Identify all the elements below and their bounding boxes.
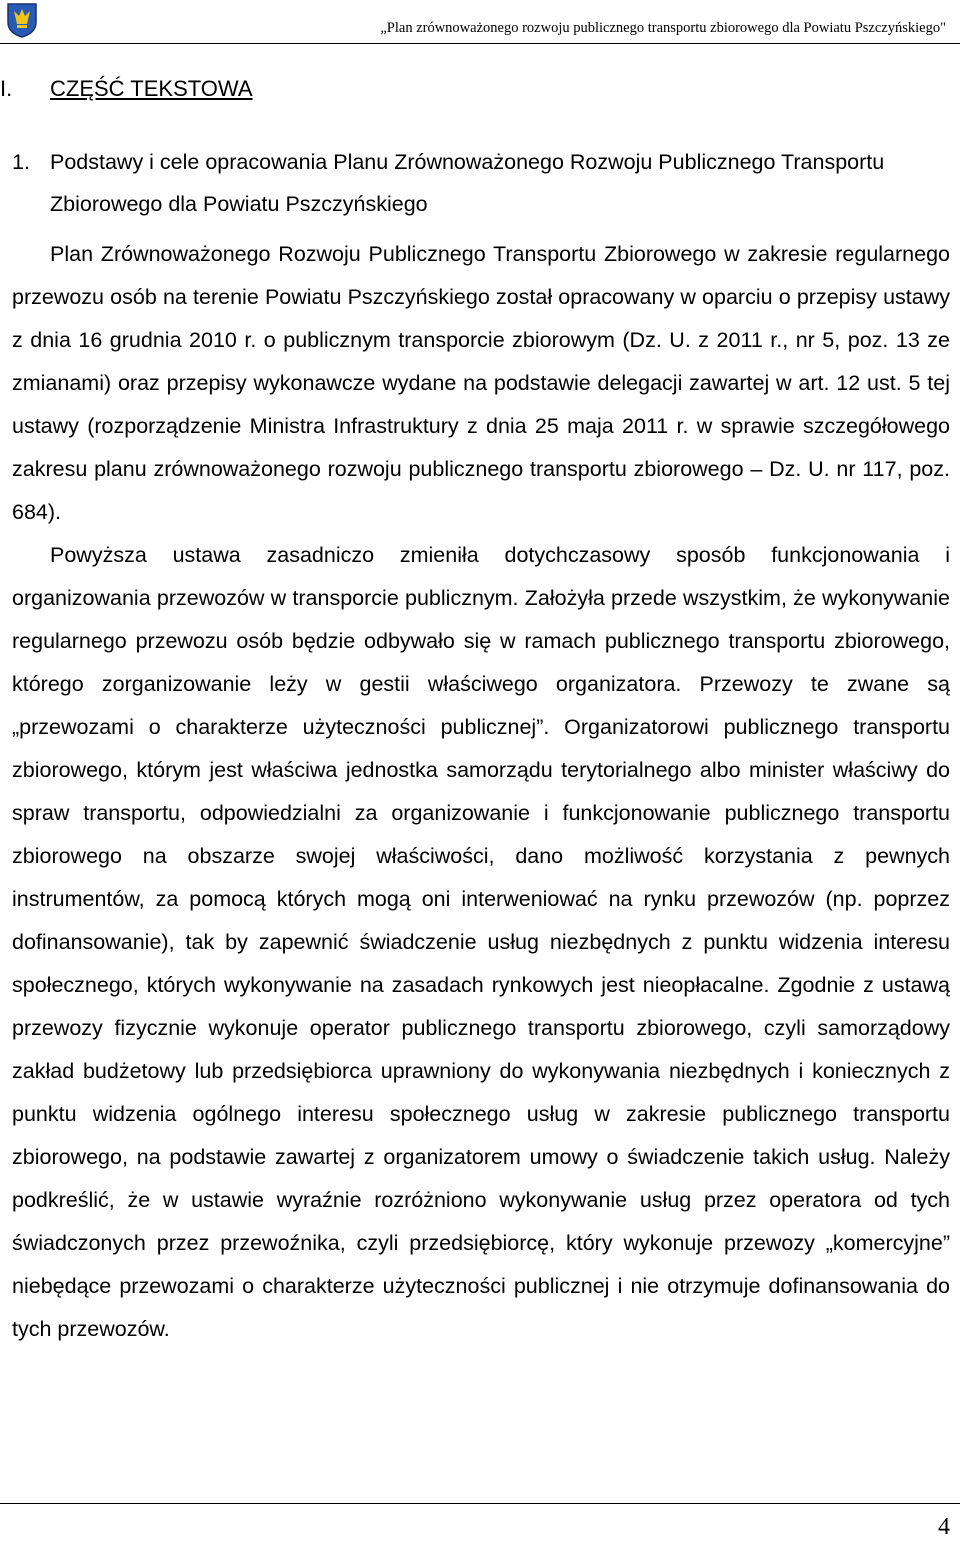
section-title: Podstawy i cele opracowania Planu Zrównoważonego Rozwoju Publicznego Transportu Zbiorowego dla Powiatu Pszczyńskiego xyxy=(50,150,885,216)
section-heading xyxy=(12,141,952,225)
body-text xyxy=(12,233,950,1351)
coat-of-arms-icon xyxy=(6,2,38,38)
footer-divider xyxy=(0,1503,960,1504)
section-number: 1. xyxy=(12,150,30,174)
header-divider xyxy=(0,43,960,44)
paragraph: Powyższa ustawa zasadniczo zmieniła dotychczasowy sposób funkcjonowania i organizowania przewozów w transporcie publicznym. Założyła przede wszystkim, że wykonywanie regularnego przewozu osób będzie odbywało się w ramach publicznego transportu zbiorowego, którego zorganizowanie leży w gestii właściwego organizatora. Przewozy te zwane są „przewozami o charakterze użyteczności publicznej”. Organizatorowi publicznego transportu zbiorowego, którym jest właściwa jednostka samorządu terytorialnego albo minister właściwy do spraw transportu, odpowiedzialni za organizowanie i funkcjonowanie publicznego transportu zbiorowego na obszarze swojej właściwości, dano możliwość korzystania z pewnych instrumentów, za pomocą których mogą oni interweniować na rynku przewozów (np. poprzez dofinansowanie), tak by zapewnić świadczenie usług niezbędnych z punktu widzenia interesu społecznego, których wykonywanie na zasadach rynkowych jest nieopłacalne. Zgodnie z ustawą przewozy fizycznie wykonuje operator publicznego transportu zbiorowego, czyli samorządowy zakład budżetowy lub przedsiębiorca uprawniony do wykonywania niezbędnych i koniecznych z punktu widzenia ogólnego interesu społecznego usług w zakresie publicznego transportu zbiorowego, na podstawie zawartej z organizatorem umowy o świadczenie takich usług. Należy podkreślić, że w ustawie wyraźnie rozróżniono wykonywanie usług przez operatora od tych świadczonych przez przewoźnika, czyli przedsiębiorcę, który wykonuje przewozy „komercyjne” niebędące przewozami o charakterze użyteczności publicznej i nie otrzymuje dofinansowania do tych przewozów. xyxy=(12,543,950,1341)
part-heading xyxy=(0,76,253,102)
document-header-title: „Plan zrównoważonego rozwoju publicznego transportu zbiorowego dla Powiatu Pszczyńskiego" xyxy=(380,20,946,36)
page-number: 4 xyxy=(938,1514,950,1540)
page-header xyxy=(0,0,960,44)
part-number: I. xyxy=(0,76,13,101)
part-title: CZĘŚĆ TEKSTOWA xyxy=(50,76,253,101)
paragraph: Plan Zrównoważonego Rozwoju Publicznego Transportu Zbiorowego w zakresie regularnego przewozu osób na terenie Powiatu Pszczyńskiego został opracowany w oparciu o przepisy ustawy z dnia 16 grudnia 2010 r. o publicznym transporcie zbiorowym (Dz. U. z 2011 r., nr 5, poz. 13 ze zmianami) oraz przepisy wykonawcze wydane na podstawie delegacji zawartej w art. 12 ust. 5 tej ustawy (rozporządzenie Ministra Infrastruktury z dnia 25 maja 2011 r. w sprawie szczegółowego zakresu planu zrównoważonego rozwoju publicznego transportu zbiorowego – Dz. U. nr 117, poz. 684). xyxy=(12,242,950,524)
